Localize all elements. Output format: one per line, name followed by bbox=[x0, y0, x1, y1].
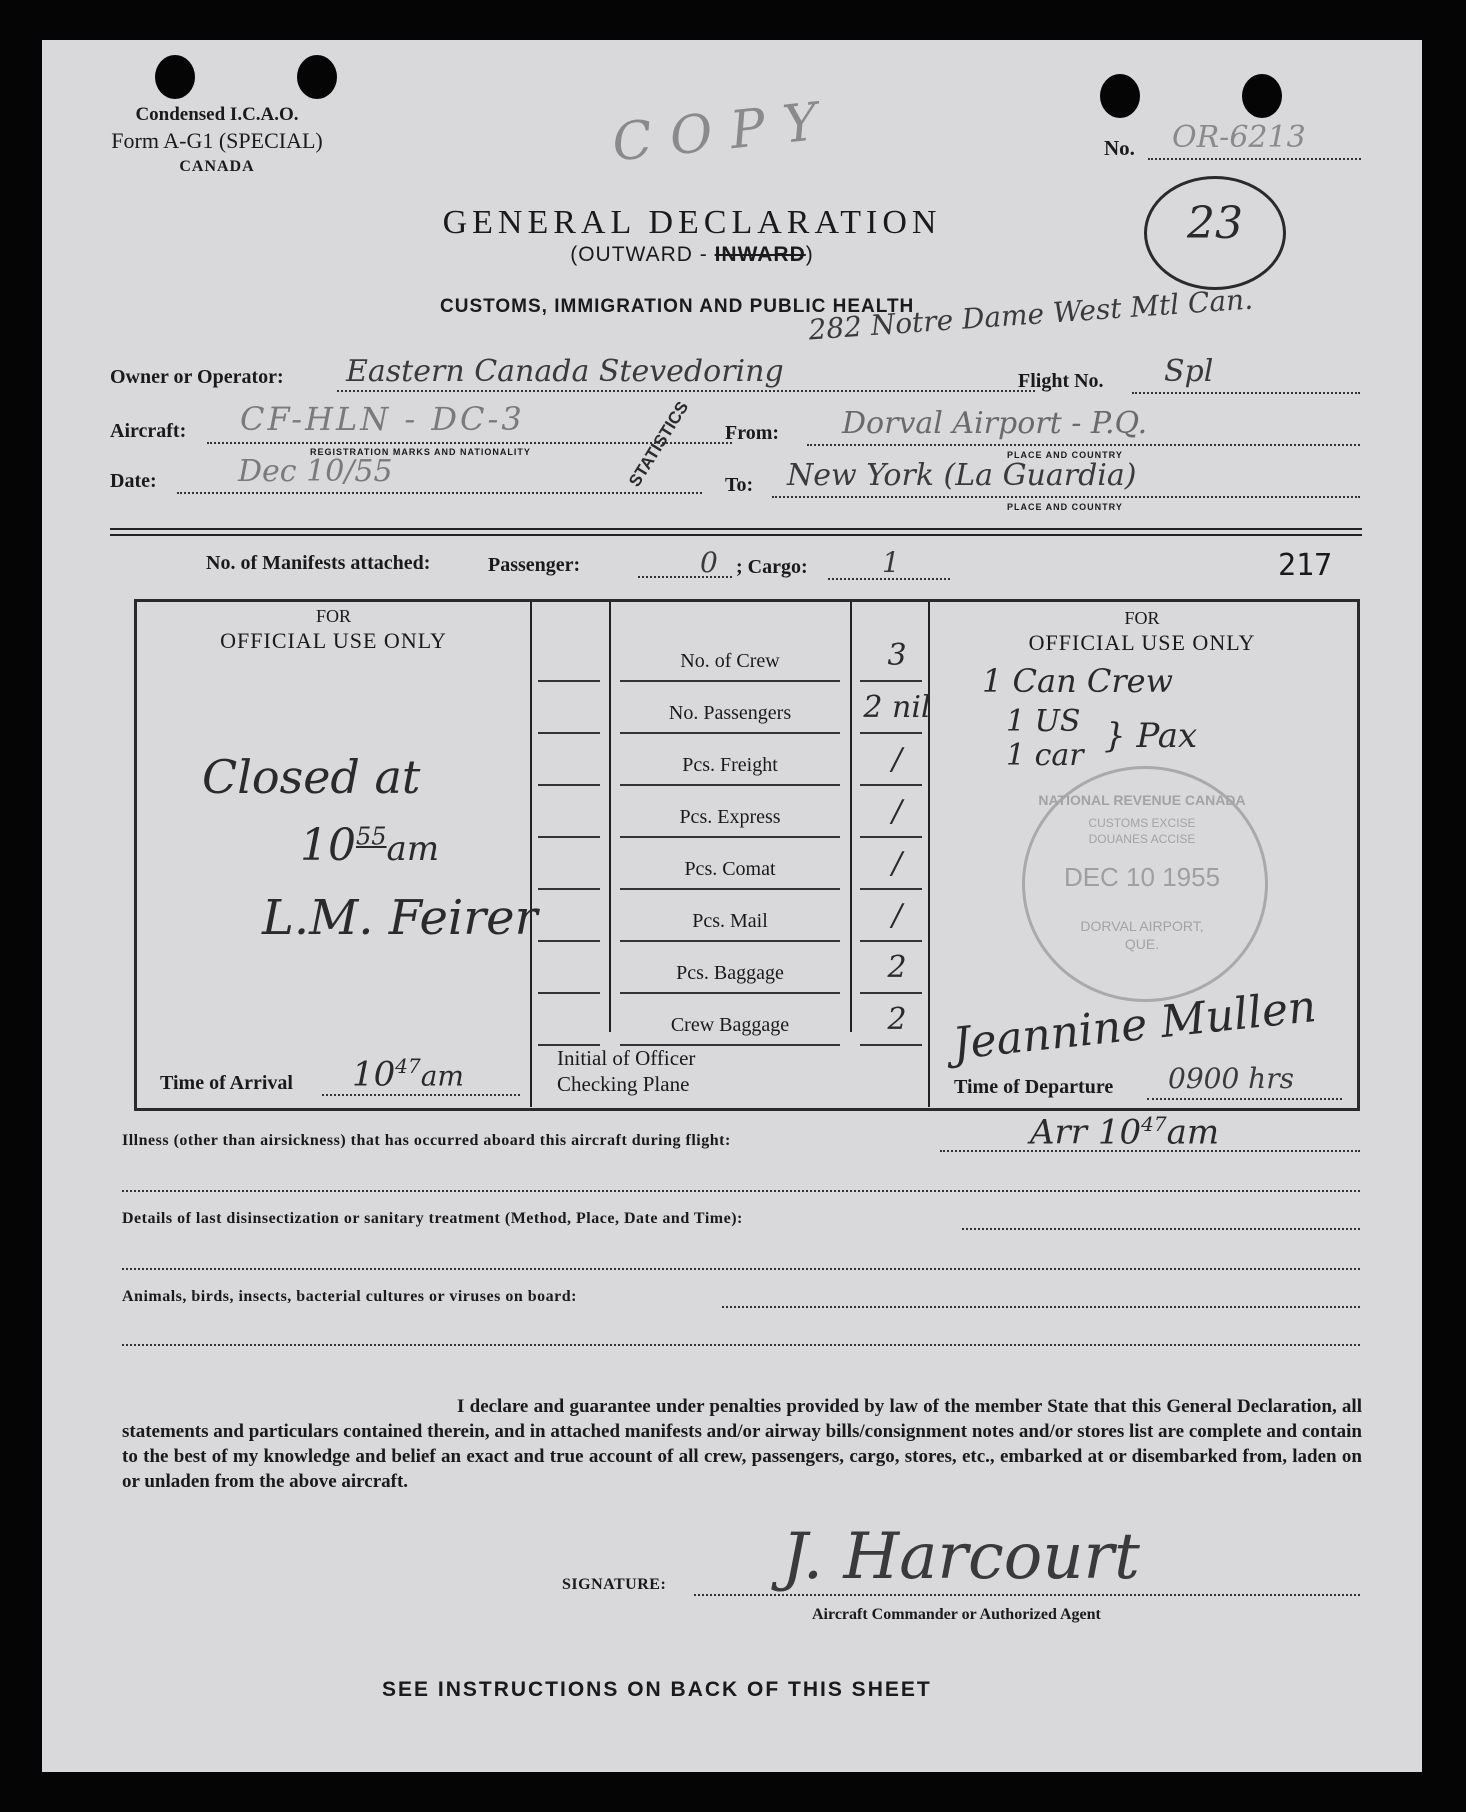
manifests-label: No. of Manifests attached: bbox=[206, 552, 431, 574]
row-value: / bbox=[891, 898, 903, 933]
row-rule bbox=[620, 888, 840, 890]
row-rule bbox=[860, 680, 922, 682]
page-title: GENERAL DECLARATION bbox=[442, 204, 942, 241]
row-rule bbox=[620, 1044, 840, 1046]
page-number: 217 bbox=[1278, 548, 1333, 583]
form-line-3: CANADA bbox=[179, 158, 255, 175]
row-rule bbox=[860, 836, 922, 838]
stamp-line-4: DORVAL AIRPORT, bbox=[1080, 918, 1204, 934]
to-label: To: bbox=[725, 474, 754, 496]
left-for: FOR bbox=[315, 606, 351, 626]
to-value: New York (La Guardia) bbox=[787, 458, 1137, 493]
row-rule bbox=[620, 992, 840, 994]
signature-label: SIGNATURE: bbox=[562, 1576, 667, 1593]
passenger-label: Passenger: bbox=[488, 554, 581, 576]
row-rule bbox=[860, 1044, 922, 1046]
left-note-hour: 10 bbox=[300, 820, 356, 871]
signature-caption: Aircraft Commander or Authorized Agent bbox=[812, 1606, 1101, 1623]
row-label: Pcs. Mail bbox=[692, 910, 768, 932]
row-rule bbox=[620, 784, 840, 786]
owner-label: Owner or Operator: bbox=[110, 366, 284, 388]
row-label: Pcs. Freight bbox=[682, 754, 778, 776]
subtitle-inward: INWARD bbox=[714, 243, 806, 266]
owner-line bbox=[337, 390, 1035, 392]
departure-label: Time of Departure bbox=[954, 1076, 1114, 1098]
to-caption: PLACE AND COUNTRY bbox=[1007, 502, 1123, 512]
right-for: FOR bbox=[1124, 608, 1160, 628]
left-note-am: am bbox=[386, 829, 440, 869]
left-note-closed: Closed at bbox=[202, 750, 421, 804]
statistics-stamp: STATISTICS bbox=[625, 398, 693, 491]
row-value: 3 bbox=[887, 638, 907, 673]
row-label: Pcs. Baggage bbox=[676, 962, 784, 984]
arrival-am: am bbox=[420, 1059, 464, 1093]
stamp-date: DEC 10 1955 bbox=[1063, 862, 1221, 892]
illness-am: am bbox=[1166, 1112, 1220, 1153]
row-rule bbox=[538, 992, 600, 994]
right-note-crew: 1 Can Crew bbox=[982, 662, 1173, 700]
subtitle-end: ) bbox=[805, 243, 814, 266]
owner-value: Eastern Canada Stevedoring bbox=[346, 354, 784, 389]
row-label: Pcs. Express bbox=[679, 806, 781, 828]
aircraft-label: Aircraft: bbox=[110, 420, 187, 442]
form-line-2: Form A-G1 (SPECIAL) bbox=[111, 128, 323, 153]
illness-label: Illness (other than airsickness) that has occurred aboard this aircraft during flight: bbox=[122, 1132, 731, 1149]
field-rule-bottom bbox=[110, 534, 1362, 536]
subtitle-outward: (OUTWARD - bbox=[570, 243, 715, 266]
to-line bbox=[772, 496, 1360, 498]
form-line-1: Condensed I.C.A.O. bbox=[135, 104, 299, 125]
signature-value: J. Harcourt bbox=[782, 1520, 1140, 1594]
right-note-car: 1 car bbox=[1006, 738, 1084, 773]
departure-value: 0900 hrs bbox=[1168, 1062, 1294, 1095]
declaration-text: I declare and guarantee under penalties provided by law of the member State that this General Declaration, all statements and particulars contained therein, and in attached manifests and/or airway bills/consignment notes and/or stores list are complete and contain to the best of my knowledge and belief an exact and true account of all crew, passengers, cargo, stores, etc., embarked at or disembarked from, laden on or unladen from the above aircraft. bbox=[122, 1396, 1362, 1492]
illness-value bbox=[1030, 1112, 1219, 1152]
illness-min: 47 bbox=[1141, 1112, 1167, 1136]
row-value: 2 bbox=[887, 950, 907, 985]
address-note: 282 Notre Dame West Mtl Can. bbox=[807, 282, 1254, 347]
date-line bbox=[177, 492, 702, 494]
left-official: OFFICIAL USE ONLY bbox=[220, 628, 447, 653]
flight-label: Flight No. bbox=[1018, 370, 1104, 392]
from-line bbox=[807, 444, 1360, 446]
disinsect-line-2 bbox=[122, 1268, 1360, 1270]
row-value: / bbox=[891, 742, 903, 777]
field-rule-top bbox=[110, 528, 1362, 530]
row-label: Crew Baggage bbox=[670, 1014, 790, 1036]
cargo-value: 1 bbox=[882, 546, 900, 579]
row-label: Pcs. Comat bbox=[684, 858, 776, 880]
stamp-line-2: CUSTOMS EXCISE bbox=[1088, 816, 1196, 830]
from-label: From: bbox=[725, 422, 780, 444]
reg-caption: REGISTRATION MARKS AND NATIONALITY bbox=[310, 447, 531, 457]
row-rule bbox=[860, 940, 922, 942]
illness-line-2 bbox=[122, 1190, 1360, 1192]
departure-line bbox=[1147, 1098, 1342, 1100]
stamp-line-1: NATIONAL REVENUE CANADA bbox=[1038, 792, 1246, 808]
row-rule bbox=[620, 940, 840, 942]
box-divider-1 bbox=[530, 602, 532, 1107]
circled-number: 23 bbox=[1187, 198, 1243, 249]
passenger-value: 0 bbox=[700, 546, 718, 579]
no-label: No. bbox=[1104, 136, 1135, 160]
row-rule bbox=[860, 992, 922, 994]
box-divider-3 bbox=[850, 602, 852, 1032]
row-value: 2 bbox=[887, 1002, 907, 1037]
no-line bbox=[1148, 158, 1361, 160]
row-rule bbox=[620, 732, 840, 734]
no-value: OR-6213 bbox=[1172, 120, 1306, 155]
arrival-hour: 10 bbox=[352, 1054, 396, 1095]
left-note-time bbox=[300, 820, 439, 871]
officer-label-1: Initial of Officer bbox=[557, 1046, 696, 1070]
row-rule bbox=[538, 836, 600, 838]
flight-value: Spl bbox=[1164, 354, 1214, 389]
page-subtitle bbox=[292, 243, 1092, 267]
date-value: Dec 10/55 bbox=[238, 454, 393, 489]
right-note-us: 1 US bbox=[1006, 704, 1081, 739]
row-rule bbox=[538, 940, 600, 942]
row-label: No. of Crew bbox=[680, 650, 780, 672]
row-rule bbox=[538, 1044, 600, 1046]
row-rule bbox=[538, 680, 600, 682]
row-rule bbox=[538, 784, 600, 786]
footer-instructions: SEE INSTRUCTIONS ON BACK OF THIS SHEET bbox=[382, 1678, 932, 1701]
row-value: / bbox=[891, 846, 903, 881]
arrival-min: 47 bbox=[395, 1054, 421, 1078]
disinsect-line bbox=[962, 1228, 1360, 1230]
aircraft-value: CF-HLN - DC-3 bbox=[240, 400, 525, 438]
punch-hole bbox=[1100, 74, 1140, 118]
row-value: 2 nil bbox=[863, 690, 931, 725]
punch-hole bbox=[297, 55, 337, 99]
row-rule bbox=[538, 732, 600, 734]
right-signature: Jeannine Mullen bbox=[950, 981, 1319, 1070]
left-note-min: 55 bbox=[356, 822, 387, 851]
row-rule bbox=[860, 888, 922, 890]
row-rule bbox=[860, 732, 922, 734]
cargo-label: ; Cargo: bbox=[736, 556, 808, 578]
flight-line bbox=[1132, 392, 1360, 394]
illness-arr: Arr 10 bbox=[1030, 1112, 1142, 1153]
stamp-line-5: QUE. bbox=[1124, 936, 1160, 952]
row-rule bbox=[860, 784, 922, 786]
animals-label: Animals, birds, insects, bacterial cultures or viruses on board: bbox=[122, 1288, 577, 1305]
right-official: OFFICIAL USE ONLY bbox=[1028, 630, 1256, 655]
customs-line: CUSTOMS, IMMIGRATION AND PUBLIC HEALTH bbox=[440, 296, 915, 317]
disinsect-label: Details of last disinsectization or sanitary treatment (Method, Place, Date and Time): bbox=[122, 1210, 743, 1227]
signature-line bbox=[694, 1594, 1360, 1596]
officer-label-2: Checking Plane bbox=[557, 1072, 690, 1096]
arrival-label: Time of Arrival bbox=[160, 1072, 293, 1094]
right-note-pax: } Pax bbox=[1104, 716, 1198, 756]
from-caption: PLACE AND COUNTRY bbox=[1007, 450, 1123, 460]
row-rule bbox=[538, 888, 600, 890]
copy-mark: COPY bbox=[609, 90, 839, 174]
from-value: Dorval Airport - P.Q. bbox=[842, 406, 1148, 441]
punch-hole bbox=[1242, 74, 1282, 118]
row-label: No. Passengers bbox=[668, 702, 792, 724]
arrival-value bbox=[352, 1054, 464, 1094]
passenger-line bbox=[638, 576, 732, 578]
animals-line bbox=[722, 1306, 1360, 1308]
row-value: / bbox=[891, 794, 903, 829]
left-signature: L.M. Feirer bbox=[262, 890, 538, 946]
date-label: Date: bbox=[110, 470, 157, 492]
form-sheet bbox=[42, 40, 1422, 1772]
animals-line-2 bbox=[122, 1344, 1360, 1346]
punch-hole bbox=[155, 55, 195, 99]
row-rule bbox=[620, 680, 840, 682]
stamp-line-3: DOUANES ACCISE bbox=[1088, 832, 1196, 846]
row-rule bbox=[620, 836, 840, 838]
